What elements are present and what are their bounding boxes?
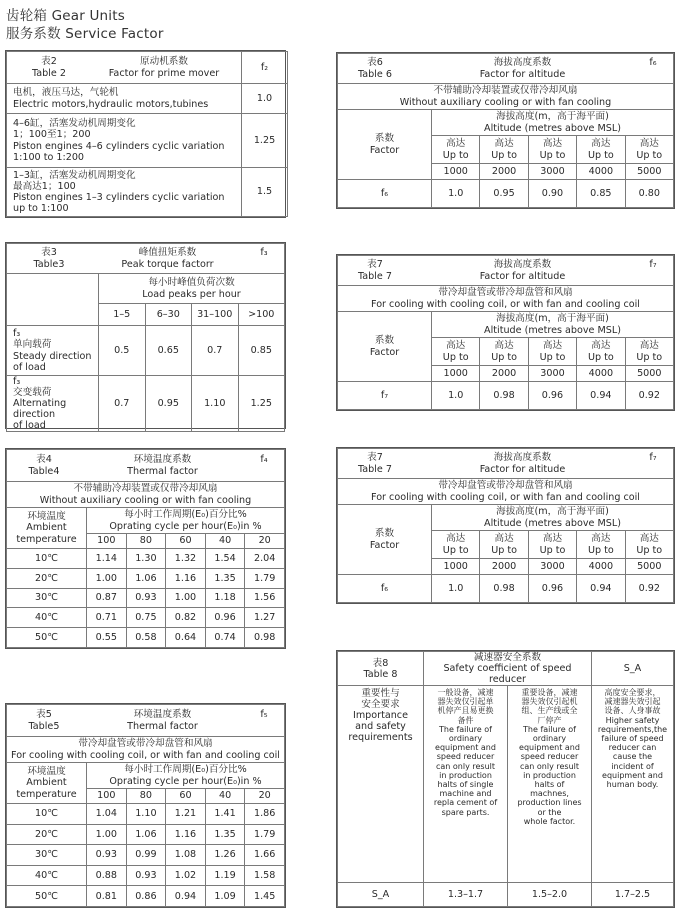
table-7-altitude-factor-repeat: 表7 Table 7 海拔高度系数 Factor for altitude f₇ 带冷却盘管或带冷却盘管和风扇 For cooling with cooling coil, or with fan and cooling coil 系数 Factor 海拔高度(m，高于海平面) Altitude (metres above MSL) 高达 Up to 高达 Up to 高达 Up to 高达 Up to 高达 Up to 1000 2000 3000 4000 5000 f₆ 1.0 0.98 0.96 0.94 0.92	[336, 447, 675, 604]
table-6-header: 表6 Table 6 海拔高度系数 Factor for altitude f₆	[338, 54, 674, 84]
table-row: 30℃ 0.93 0.99 1.08 1.26 1.66	[7, 845, 285, 866]
table-row: 1–3缸，活塞发动机周期变化 最高达1；100 Piston engines 1–3 cylinders cyclic variation up to 1:100	[7, 168, 242, 217]
table-4-header: 表4 Table4 环境温度系数 Thermal factor f₄	[7, 450, 285, 482]
table-row: f₃ 单向载荷 Steady direction of load 0.5 0.65 0.7 0.85	[7, 326, 285, 376]
table-8-safety-coefficient: 表8 Table 8 减速器安全系数 Safety coefficient of speed reducer S_A 重要性与 安全要求 Importance and safety requirements 一般设备，减速 器失效仅引起单 机停产且易更换 备件 The failure of ordinary equipment and speed reducer can only result in production halts of single machine and repla cement of spare parts. 重要设备，减速 器失效仅引起机 组、生产线或全 厂停产 The failure of ordinary equipment and speed reducer can only result in production halts of machnes, production lines or the whole factor. 高度安全要求， 减速器失效引起 设备、人身事故 Higher safety requirements,the failure of speed reducer can cause the incident of equipment and human body. S_A 1.3–1.7 1.5–2.0 1.7–2.5	[336, 650, 675, 908]
table-6-altitude-factor: 表6 Table 6 海拔高度系数 Factor for altitude f₆ 不带辅助冷却装置或仅带冷却风扇 Without auxiliary cooling or with fan cooling 系数 Factor 海拔高度(m，高于海平面) Altitude (metres above MSL) 高达 Up to 高达 Up to 高达 Up to 高达 Up to 高达 Up to 1000 2000 3000 4000 5000 f₆ 1.0 0.95 0.90 0.85 0.80	[336, 52, 675, 209]
table-row: S_A 1.3–1.7 1.5–2.0 1.7–2.5	[338, 883, 674, 907]
table-row: 30℃ 0.87 0.93 1.00 1.18 1.56	[7, 588, 285, 608]
table-row: f₆ 1.0 0.95 0.90 0.85 0.80	[338, 180, 674, 208]
table-4-thermal-factor: 表4 Table4 环境温度系数 Thermal factor f₄ 不带辅助冷却装置或仅带冷却风扇 Without auxiliary cooling or with fan cooling 环境温度 Ambient temperature 每小时工作周期(E₀)百分比% Oprating cycle per hour(E₀)in % 100 80 60 40 20 10℃ 1.14 1.30 1.32 1.54 2.04 20℃ 1.00 1.06 1.16 1.35 1.79 30℃ 0.87 0.93 1.00 1.18 1.56 40℃ 0.71 0.75 0.82 0.96 1.27 50℃ 0.55 0.58 0.64 0.74 0.98	[5, 448, 286, 649]
table-7-header: 表7 Table 7 海拔高度系数 Factor for altitude f₇	[338, 256, 674, 286]
table-row: f₆ 1.0 0.98 0.96 0.94 0.92	[338, 575, 674, 603]
page-subtitle: 服务系数 Service Factor	[6, 26, 164, 42]
table-5-header: 表5 Table5 环境温度系数 Thermal factor f₅	[7, 705, 285, 737]
table-row: 50℃ 0.55 0.58 0.64 0.74 0.98	[7, 628, 285, 648]
table-row: 20℃ 1.00 1.06 1.16 1.35 1.79	[7, 824, 285, 845]
table-3-peak-torque: 表3 Table3 峰值扭矩系数 Peak torque factorr f₃ 每小时峰值负荷次数 Load peaks per hour 1–5 6–30 31–100 >100 f₃ 单向载荷 Steady direction of load 0.5 0.65 0.7 0.85 f₃ 交变载荷 Alternating direction of load 0.7 0.95 1.10 1.25	[5, 242, 286, 429]
page-title: 齿轮箱 Gear Units	[6, 8, 125, 24]
table-7-altitude-factor: 表7 Table 7 海拔高度系数 Factor for altitude f₇ 带冷却盘管或带冷却盘管和风扇 For cooling with cooling coil, or with fan and cooling coil 系数 Factor 海拔高度(m，高于海平面) Altitude (metres above MSL) 高达 Up to 高达 Up to 高达 Up to 高达 Up to 高达 Up to 1000 2000 3000 4000 5000 f₇ 1.0 0.98 0.96 0.94 0.92	[336, 254, 675, 411]
table-row: 4–6缸，活塞发动机周期变化 1；100至1；200 Piston engines 4–6 cylinders cyclic variation 1:100 to 1:200	[7, 114, 242, 168]
table-5-thermal-factor: 表5 Table5 环境温度系数 Thermal factor f₅ 带冷却盘管或带冷却盘管和风扇 For cooling with cooling coil, or with fan and cooling coil 环境温度 Ambient temperature 每小时工作周期(E₀)百分比% Oprating cycle per hour(E₀)in % 100 80 60 40 20 10℃ 1.04 1.10 1.21 1.41 1.86 20℃ 1.00 1.06 1.16 1.35 1.79 30℃ 0.93 0.99 1.08 1.26 1.66 40℃ 0.88 0.93 1.02 1.19 1.58 50℃ 0.81 0.86 0.94 1.09 1.45	[5, 703, 286, 908]
table-row: f₇ 1.0 0.98 0.96 0.94 0.92	[338, 382, 674, 410]
table-row: 10℃ 1.14 1.30 1.32 1.54 2.04	[7, 549, 285, 569]
table-row: 40℃ 0.71 0.75 0.82 0.96 1.27	[7, 608, 285, 628]
table-row: 电机，液压马达，气轮机 Electric motors,hydraulic motors,tubines	[7, 84, 242, 114]
table-3-header: 表3 Table3 峰值扭矩系数 Peak torque factorr f₃	[7, 244, 285, 274]
table-row: f₃ 交变载荷 Alternating direction of load 0.7 0.95 1.10 1.25	[7, 376, 285, 432]
table-7b-header: 表7 Table 7 海拔高度系数 Factor for altitude f₇	[338, 449, 674, 479]
table-row: 10℃ 1.04 1.10 1.21 1.41 1.86	[7, 804, 285, 825]
table-row: 20℃ 1.00 1.06 1.16 1.35 1.79	[7, 568, 285, 588]
table-2-symbol: f₂	[242, 52, 288, 84]
table-2-header: 表2 Table 2 原动机系数 Factor for prime mover	[7, 52, 242, 84]
table-row: 40℃ 0.88 0.93 1.02 1.19 1.58	[7, 865, 285, 886]
table-row: 50℃ 0.81 0.86 0.94 1.09 1.45	[7, 886, 285, 907]
table-2-prime-mover: 表2 Table 2 原动机系数 Factor for prime mover f₂ 电机，液压马达，气轮机 Electric motors,hydraulic motors,tubines 1.0 4–6缸，活塞发动机周期变化 1；100至1；200 Piston engines 4–6 cylinders cyclic variation 1:100 to 1:200 1.25 1–3缸，活塞发动机周期变化 最高达1；100 Piston engines 1–3 cylinders cyclic variation up to 1:100 1.5	[5, 50, 286, 218]
